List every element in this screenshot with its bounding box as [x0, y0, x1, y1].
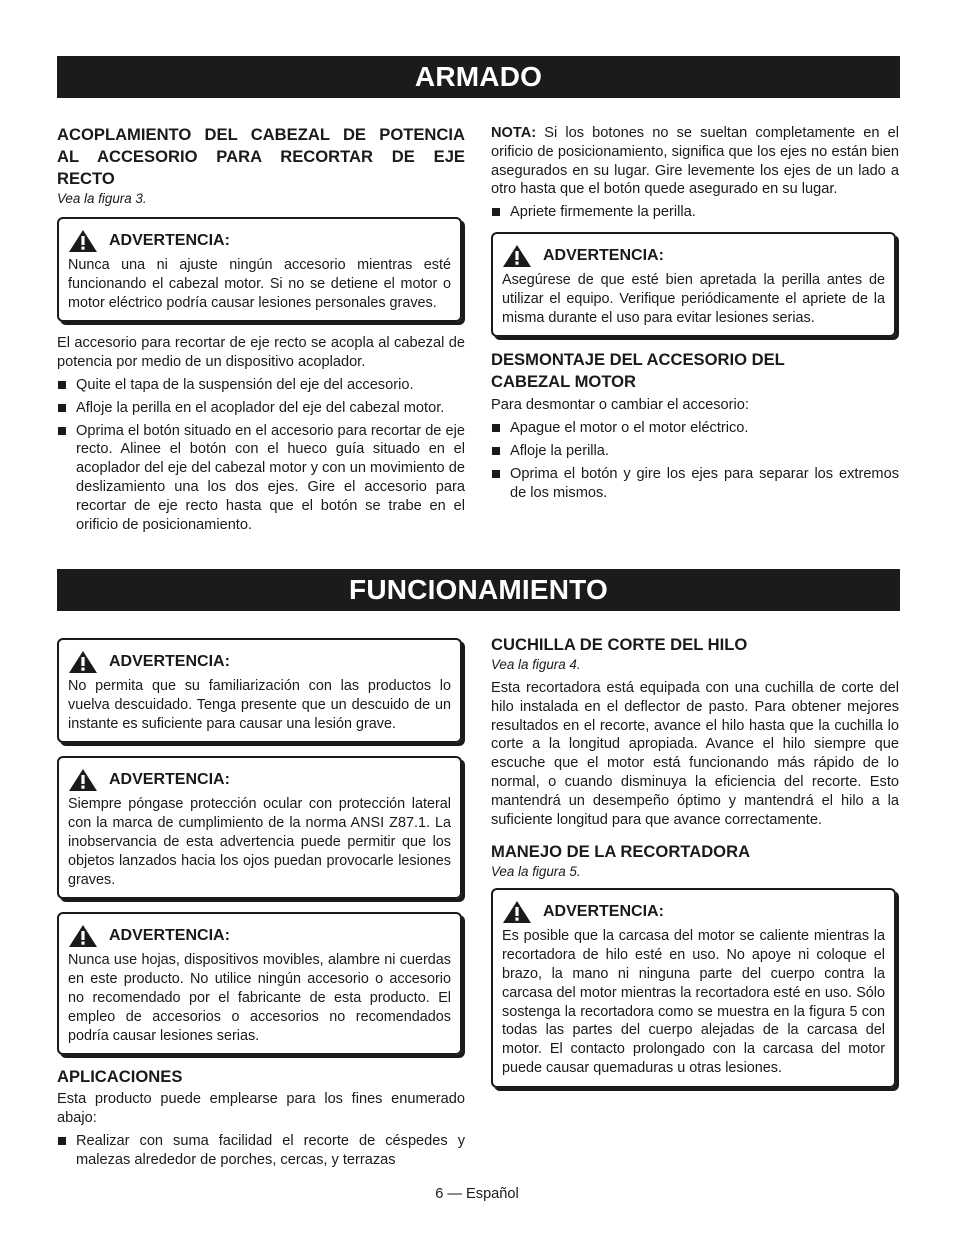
- warning-title: ADVERTENCIA:: [109, 232, 230, 249]
- warning-text: Es posible que la carcasa del motor se caliente mientras la recortadora de hilo esté en uso. No apoye ni coloque el brazo, la mano ni ninguna parte del cuerpo contra la carcasa del motor mientras la recortadora esté en uso. Sólo sostenga la recortadora como se muestra en la figura 5 con todas las partes del cuerpo alejadas de la carcasa del motor. El contacto prolongado con la carcasa del motor puede causar quemaduras u otras lesiones.: [502, 928, 885, 1076]
- list-item: Oprima el botón situado en el accesorio para recortar de eje recto. Alinee el botón con el hueco guía situado en el acoplador del eje del cabezal motor y con un movimiento de deslizamiento una los dos ejes. Gire el accesorio para recortar de eje recto hasta que el botón se trabe en el orificio de posicionamiento.: [57, 422, 465, 535]
- warning-text: Nunca una ni ajuste ningún accesorio mientras esté funcionando el cabezal motor. Si no se detiene el motor o motor eléctrico podría causar lesiones personales graves.: [68, 257, 451, 311]
- section-heading: [57, 124, 465, 190]
- figure-reference: Vea la figura 3.: [57, 191, 147, 206]
- warning-text: No permita que su familiarización con las productos lo vuelva descuidado. Tenga presente que un descuido de un instante es suficiente para causar una lesión grave.: [68, 678, 451, 732]
- warning-title: ADVERTENCIA:: [543, 903, 664, 921]
- section-heading: CUCHILLA DE CORTE DEL HILO: [491, 635, 748, 654]
- list-item: Afloje la perilla en el acoplador del eje del cabezal motor.: [57, 399, 465, 418]
- section-heading: [491, 349, 899, 393]
- warning-text: Asegúrese de que esté bien apretada la perilla antes de utilizar el equipo. Verifique periódicamente el apriete de la misma durante el uso para evitar lesiones serias.: [502, 271, 885, 326]
- warning-title: ADVERTENCIA:: [109, 653, 230, 670]
- warning-box: [57, 912, 462, 1055]
- funcionamiento-left-column: [57, 638, 465, 1170]
- warning-text: Siempre póngase protección ocular con protección lateral con la marca de cumplimiento de la norma ANSI Z87.1. La inobservancia de esta advertencia puede permitir que los objetos lanzados hacia los ojos puedan provocarle lesiones graves.: [68, 796, 451, 888]
- warning-box: [491, 232, 896, 337]
- section-banner-funcionamiento: [57, 569, 900, 611]
- note-label: NOTA:: [491, 125, 537, 141]
- warning-triangle-icon: [68, 229, 98, 253]
- funcionamiento-right-column: [491, 634, 899, 1088]
- bullet-list: [57, 1132, 465, 1170]
- paragraph: El accesorio para recortar de eje recto se acopla al cabezal de potencia por medio de un dispositivo acoplador.: [57, 335, 465, 371]
- warning-triangle-icon: [68, 650, 98, 674]
- warning-title: ADVERTENCIA:: [109, 771, 230, 789]
- paragraph: Esta recortadora está equipada con una cuchilla de corte del hilo instalada en el deflector de pasto. Para obtener mejores resultados en el recorte, avance el hilo hasta que la cuchilla lo corte a la longitud apropiada. Avance el hilo siempre que escuche que el motor está funcionando más rápido de lo normal, o cuando disminuya la eficiencia del recorte. Esto mantendrá un desempeño óptimo y mantendrá el hilo a la suficiente longitud para que avance correctamente.: [491, 680, 899, 828]
- page-footer: 6 — Español: [435, 1186, 519, 1202]
- section-title: ARMADO: [414, 61, 543, 92]
- paragraph: Esta producto puede emplearse para los fines enumerado abajo:: [57, 1091, 465, 1127]
- warning-title: ADVERTENCIA:: [109, 927, 230, 945]
- list-item: Realizar con suma facilidad el recorte de céspedes y malezas alrededor de porches, cercas, y terrazas: [57, 1132, 465, 1170]
- armado-left-column: [57, 124, 465, 534]
- heading-line: ACOPLAMIENTO DEL CABEZAL DE POTENCIA: [57, 125, 465, 144]
- warning-triangle-icon: [68, 768, 98, 792]
- figure-reference: Vea la figura 5.: [491, 864, 581, 880]
- list-item: Apriete firmemente la perilla.: [491, 203, 899, 222]
- warning-triangle-icon: [502, 244, 532, 268]
- armado-right-column: [491, 124, 899, 502]
- warning-text: Nunca use hojas, dispositivos movibles, alambre ni cuerdas en este producto. No utilice ningún accesorio o accesorio no recomendado por el fabricante de esta producto. El empleo de accesorios o accesorios no recomendados podría causar lesiones serias.: [68, 952, 451, 1044]
- list-item: Quite el tapa de la suspensión del eje del accesorio.: [57, 376, 465, 395]
- list-item: Apague el motor o el motor eléctrico.: [491, 419, 899, 438]
- warning-title: ADVERTENCIA:: [543, 246, 664, 264]
- bullet-list: [57, 376, 465, 534]
- list-item: Oprima el botón y gire los ejes para separar los extremos de los mismos.: [491, 465, 899, 503]
- warning-triangle-icon: [68, 924, 98, 948]
- heading-line: AL ACCESORIO PARA RECORTAR DE EJE: [57, 147, 465, 166]
- heading-line: RECTO: [57, 169, 115, 188]
- warning-box: [491, 888, 896, 1087]
- warning-triangle-icon: [502, 900, 532, 924]
- warning-box: [57, 756, 462, 899]
- section-heading: APLICACIONES: [57, 1067, 183, 1087]
- heading-line: CABEZAL MOTOR: [491, 372, 637, 392]
- bullet-list: [491, 419, 899, 502]
- list-item: Afloje la perilla.: [491, 442, 899, 461]
- section-title: FUNCIONAMIENTO: [349, 574, 608, 605]
- heading-line: DESMONTAJE DEL ACCESORIO DEL: [491, 350, 785, 370]
- section-banner-armado: [57, 56, 900, 98]
- note-paragraph: [491, 124, 899, 199]
- warning-box: [57, 638, 462, 743]
- note-text: Si los botones no se sueltan completamente en el orificio de posicionamiento, significa que los ejes no están bien asegurados en su lugar. Gire levemente los ejes de un lado a otro hasta que el botón quede asegurado en su lugar.: [491, 125, 899, 198]
- figure-reference: Vea la figura 4.: [491, 657, 581, 672]
- paragraph: Para desmontar o cambiar el accesorio:: [491, 397, 749, 414]
- section-heading: MANEJO DE LA RECORTADORA: [491, 842, 751, 862]
- warning-box: [57, 217, 462, 322]
- bullet-list: [491, 203, 899, 222]
